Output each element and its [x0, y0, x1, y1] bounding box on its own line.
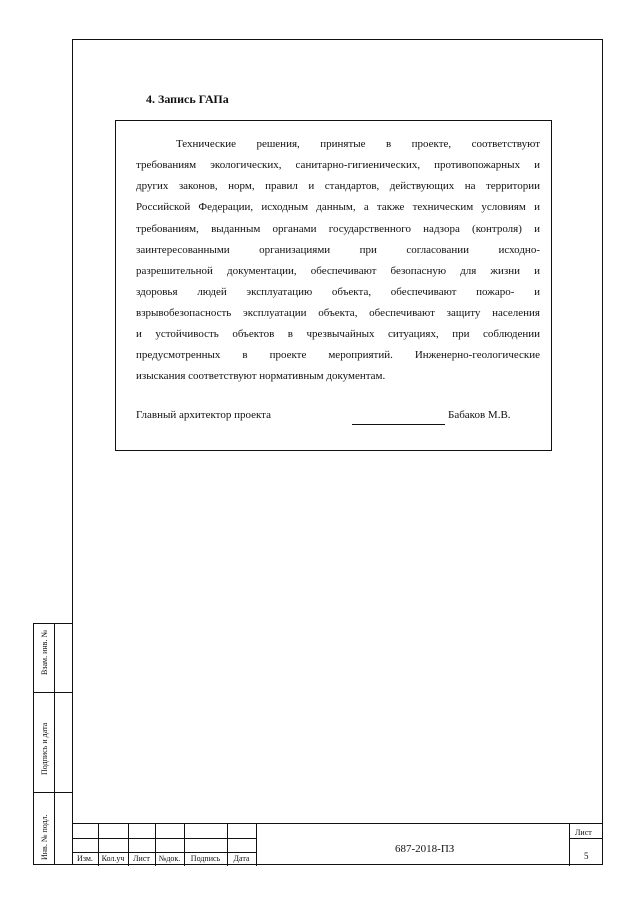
sheet-number: 5: [584, 851, 589, 861]
tb-col-ndok: №док.: [158, 854, 181, 863]
signature-line: [352, 424, 445, 425]
section-heading: 4. Запись ГАПа: [146, 92, 229, 106]
stamp-label-vzam-inv: Взам. инв. №: [40, 629, 49, 675]
stamp-label-inv-podl: Инв. № подл.: [40, 814, 49, 860]
stamp-divider: [34, 792, 72, 793]
statement-line: требованиям экологических, санитарно-гигиенических, противопожарных и: [136, 159, 540, 171]
statement-line: и устойчивость объектов в чрезвычайных ситуациях, при соблюдении: [136, 328, 540, 340]
stamp-divider: [34, 692, 72, 693]
statement-line: изыскания соответствуют нормативным документам.: [136, 370, 386, 382]
statement-line: разрешительной документации, обеспечивают безопасную для жизни и: [136, 265, 540, 277]
signature-role: Главный архитектор проекта: [136, 409, 272, 421]
tb-col-line: [569, 824, 570, 866]
statement-line: взрывобезопасность эксплуатации объекта, обеспечивают защиту населения: [136, 307, 540, 319]
statement-line: заинтересованными организациями при согласовании исходно-: [136, 244, 540, 256]
sheet-label: Лист: [575, 828, 592, 837]
statement-line: требованиям, выданным органами государственного надзора (контроля) и: [136, 223, 540, 235]
statement-line: здоровья людей эксплуатацию объекта, обеспечивают пожаро- и: [136, 286, 540, 298]
stamp-label-podpis-data: Подпись и дата: [40, 722, 49, 775]
statement-line: Технические решения, принятые в проекте, соответствуют: [176, 138, 540, 150]
statement-line: Российской Федерации, исходным данным, а также техническим условиям и: [136, 201, 540, 213]
tb-row-line: [569, 838, 603, 839]
tb-row-line: [72, 852, 256, 853]
signature-name: Бабаков М.В.: [448, 409, 511, 421]
statement-line: других законов, норм, правил и стандартов, действующих на территории: [136, 180, 540, 192]
document-code: 687-2018-ПЗ: [395, 843, 455, 855]
tb-col-izm: Изм.: [77, 854, 93, 863]
tb-col-data: Дата: [233, 854, 250, 863]
stamp-divider: [54, 624, 55, 864]
tb-col-kol-uch: Кол.уч: [101, 854, 125, 863]
tb-col-line: [256, 824, 257, 866]
binding-stamp: [33, 623, 72, 865]
tb-col-podpis: Подпись: [190, 854, 221, 863]
tb-col-list: Лист: [133, 854, 150, 863]
tb-row-line: [72, 838, 256, 839]
statement-line: предусмотренных в проекте мероприятий. Инженерно-геологические: [136, 349, 540, 361]
